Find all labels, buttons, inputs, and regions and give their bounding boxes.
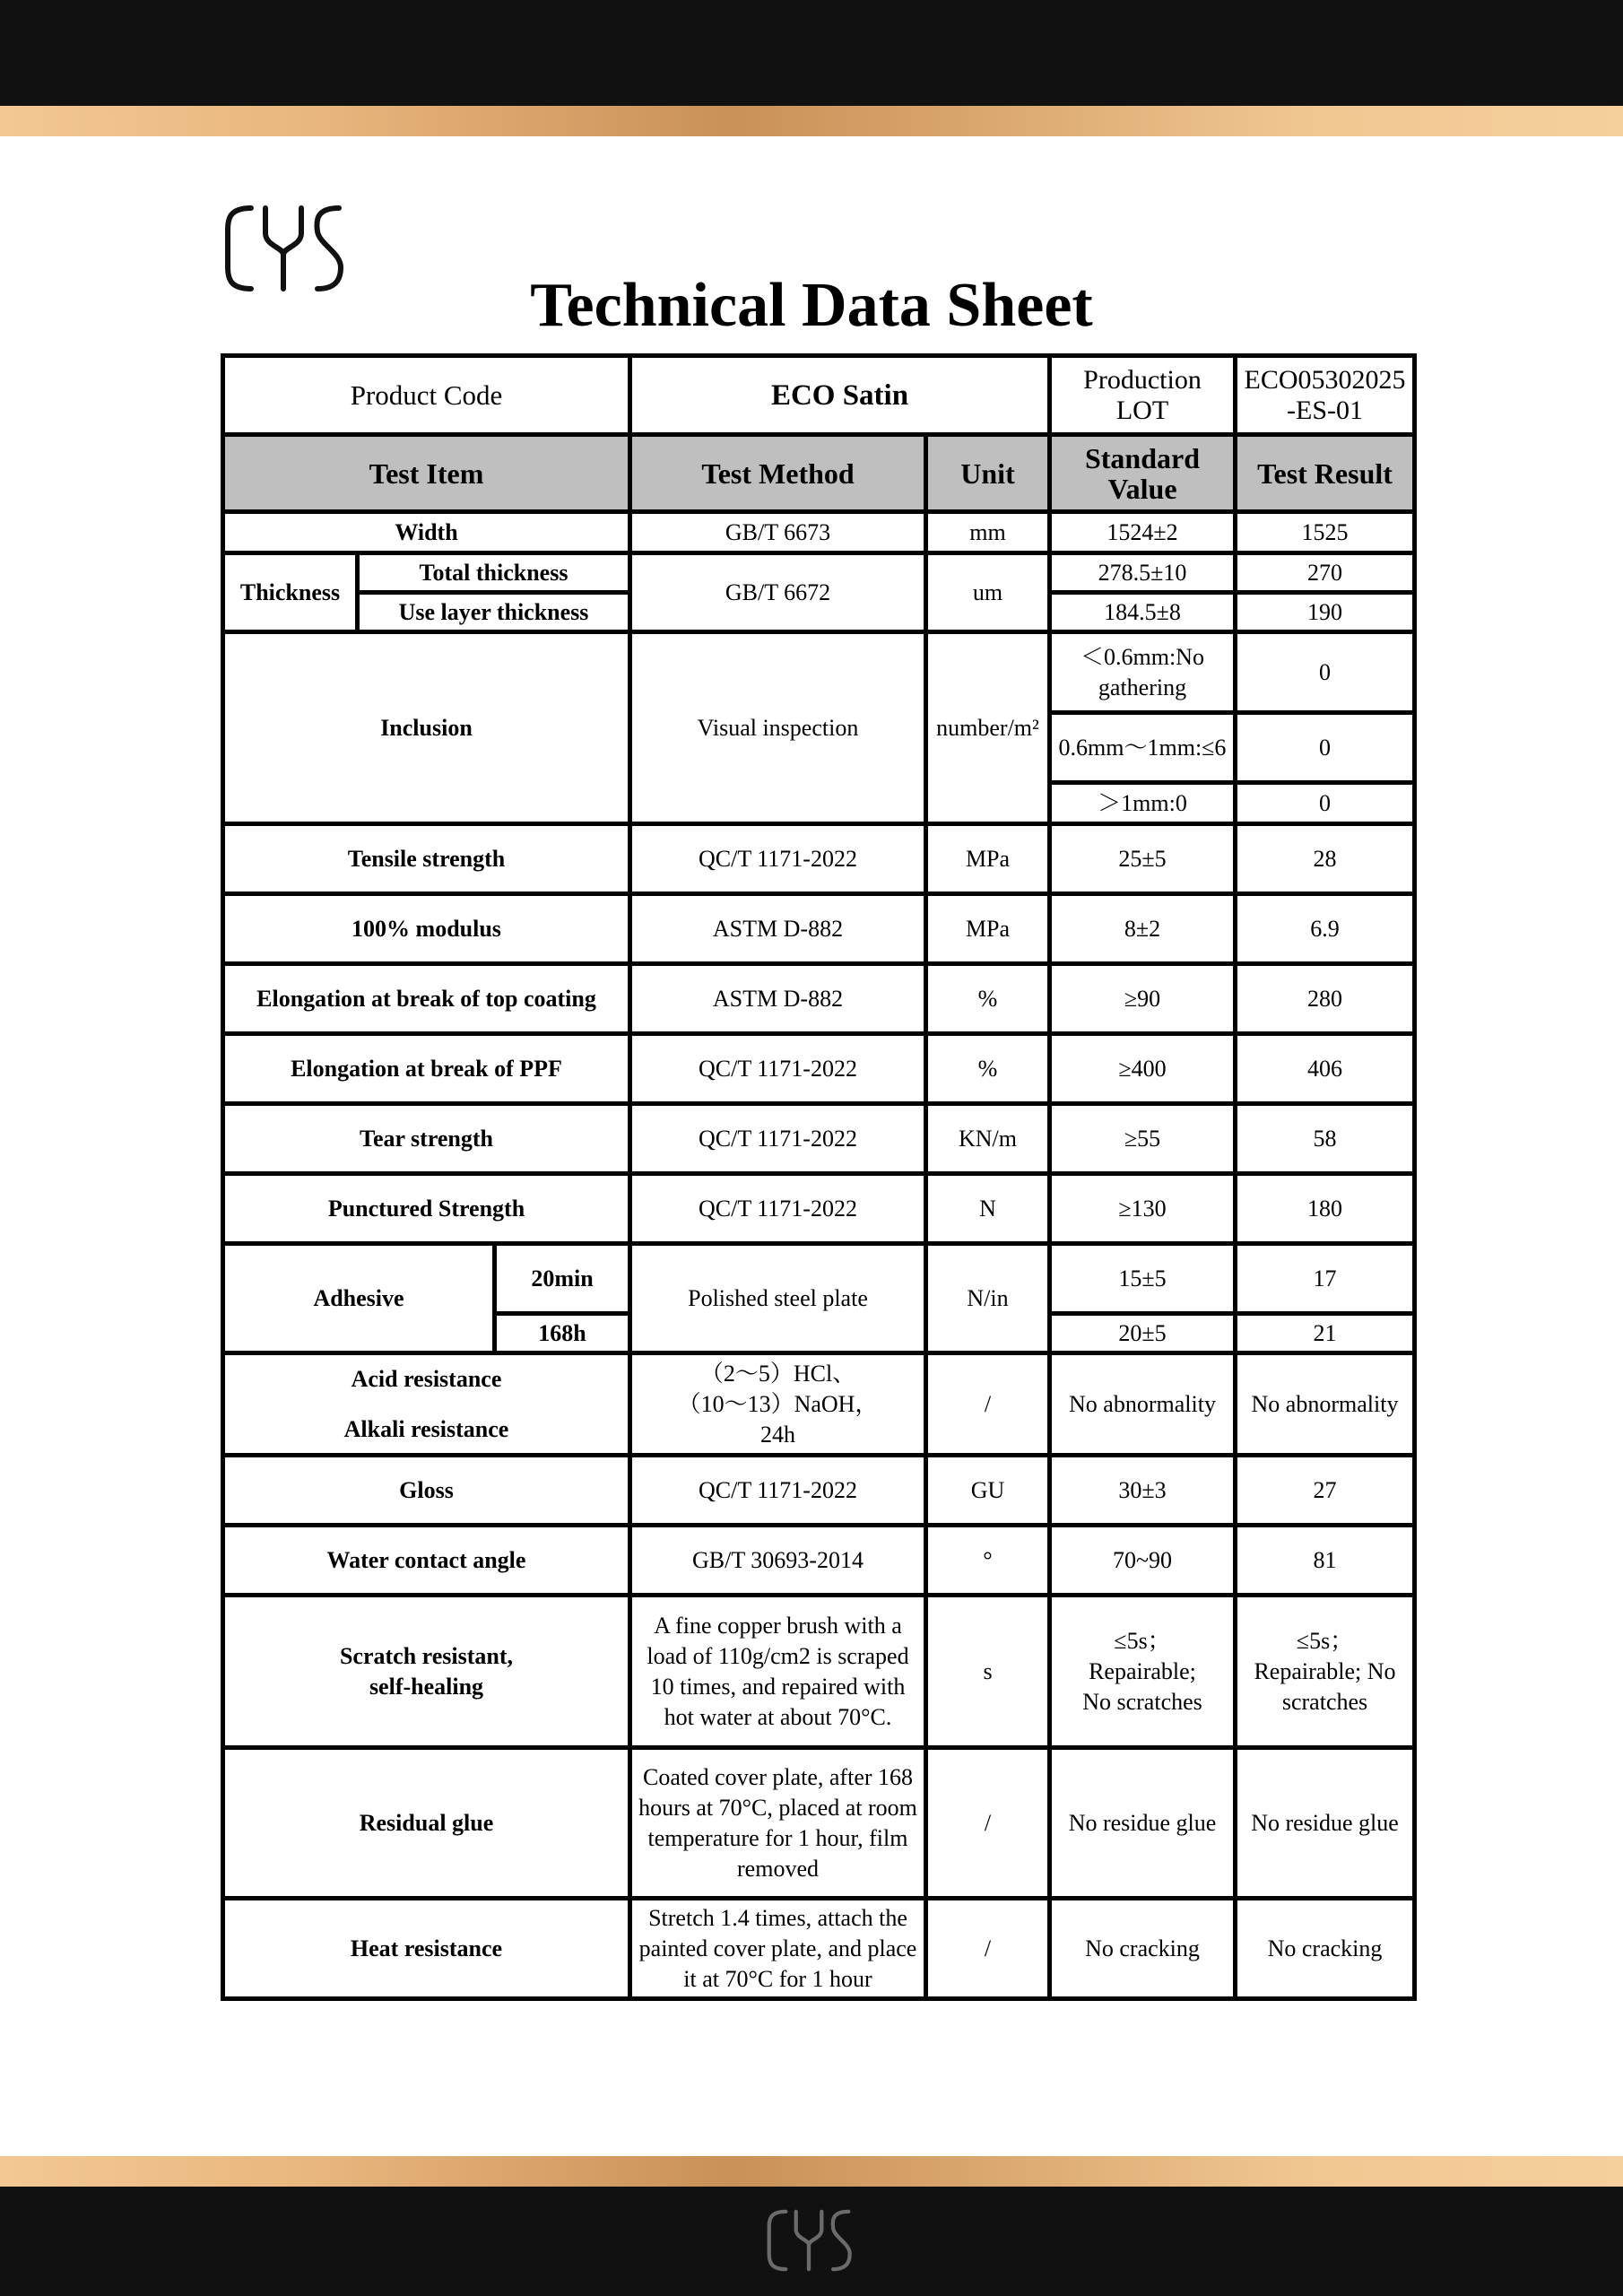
table-row bbox=[223, 553, 1415, 593]
production-lot-value: ECO05302025-ES-01 bbox=[1236, 356, 1415, 435]
unit-scratch: s bbox=[926, 1596, 1050, 1748]
standard-inclusion-large: ＞1mm:0 bbox=[1050, 783, 1236, 824]
standard-elong-ppf: ≥400 bbox=[1050, 1034, 1236, 1104]
table-row bbox=[223, 1899, 1415, 1999]
standard-elong-top: ≥90 bbox=[1050, 964, 1236, 1034]
unit-thickness: um bbox=[926, 553, 1050, 632]
method-acid-line: （2～5）HCl、 bbox=[699, 1360, 856, 1387]
item-width: Width bbox=[223, 512, 630, 553]
item-water-angle: Water contact angle bbox=[223, 1526, 630, 1596]
result-heat: No cracking bbox=[1236, 1899, 1415, 1999]
table-row bbox=[223, 1244, 1415, 1314]
col-standard-value: Standard Value bbox=[1050, 435, 1236, 512]
unit-elong-top: % bbox=[926, 964, 1050, 1034]
standard-scratch-line3: No scratches bbox=[1082, 1688, 1202, 1715]
standard-scratch-line2: Repairable; bbox=[1089, 1657, 1196, 1684]
standard-inclusion-small: ＜0.6mm:No gathering bbox=[1050, 632, 1236, 713]
result-elong-top: 280 bbox=[1236, 964, 1415, 1034]
standard-adhesive-168h: 20±5 bbox=[1050, 1314, 1236, 1353]
result-inclusion-small: 0 bbox=[1236, 632, 1415, 713]
method-thickness: GB/T 6672 bbox=[630, 553, 926, 632]
unit-width: mm bbox=[926, 512, 1050, 553]
item-punctured: Punctured Strength bbox=[223, 1174, 630, 1244]
result-total-thickness: 270 bbox=[1236, 553, 1415, 593]
top-black-band bbox=[0, 0, 1623, 106]
method-elong-top: ASTM D-882 bbox=[630, 964, 926, 1034]
result-punctured: 180 bbox=[1236, 1174, 1415, 1244]
item-tear: Tear strength bbox=[223, 1104, 630, 1174]
unit-tear: KN/m bbox=[926, 1104, 1050, 1174]
item-modulus: 100% modulus bbox=[223, 894, 630, 964]
method-inclusion: Visual inspection bbox=[630, 632, 926, 824]
unit-acid-alkali: / bbox=[926, 1353, 1050, 1456]
method-tensile: QC/T 1171-2022 bbox=[630, 824, 926, 894]
item-scratch bbox=[223, 1596, 630, 1748]
col-test-method: Test Method bbox=[630, 435, 926, 512]
result-elong-ppf: 406 bbox=[1236, 1034, 1415, 1104]
item-thickness: Thickness bbox=[223, 553, 358, 632]
standard-use-layer: 184.5±8 bbox=[1050, 593, 1236, 632]
table-row bbox=[223, 1748, 1415, 1899]
unit-punctured: N bbox=[926, 1174, 1050, 1244]
product-code-row bbox=[223, 356, 1415, 435]
unit-heat: / bbox=[926, 1899, 1050, 1999]
standard-scratch-line1: ≤5s； bbox=[1114, 1627, 1171, 1654]
column-header-row bbox=[223, 435, 1415, 512]
table-row bbox=[223, 1104, 1415, 1174]
table-row bbox=[223, 894, 1415, 964]
result-water-angle: 81 bbox=[1236, 1526, 1415, 1596]
unit-water-angle: ° bbox=[926, 1526, 1050, 1596]
result-width: 1525 bbox=[1236, 512, 1415, 553]
table-row bbox=[223, 1353, 1415, 1456]
result-residual: No residue glue bbox=[1236, 1748, 1415, 1899]
item-scratch-line2: self-healing bbox=[369, 1673, 484, 1700]
item-elong-top: Elongation at break of top coating bbox=[223, 964, 630, 1034]
product-code-label: Product Code bbox=[223, 356, 630, 435]
item-acid: Acid resistance bbox=[351, 1365, 502, 1392]
bottom-gold-stripe bbox=[0, 2156, 1623, 2187]
technical-data-table bbox=[221, 353, 1417, 2001]
item-scratch-line1: Scratch resistant, bbox=[339, 1642, 514, 1669]
item-adhesive-168h: 168h bbox=[495, 1314, 630, 1353]
page-title: Technical Data Sheet bbox=[530, 271, 1093, 340]
unit-residual: / bbox=[926, 1748, 1050, 1899]
col-unit: Unit bbox=[926, 435, 1050, 512]
standard-modulus: 8±2 bbox=[1050, 894, 1236, 964]
item-residual: Residual glue bbox=[223, 1748, 630, 1899]
table-row bbox=[223, 512, 1415, 553]
table-row bbox=[223, 1034, 1415, 1104]
item-total-thickness: Total thickness bbox=[358, 553, 630, 593]
method-scratch: A fine copper brush with a load of 110g/cm2 is scraped 10 times, and repaired with hot water at about 70°C. bbox=[630, 1596, 926, 1748]
result-acid-alkali: No abnormality bbox=[1236, 1353, 1415, 1456]
method-elong-ppf: QC/T 1171-2022 bbox=[630, 1034, 926, 1104]
standard-heat: No cracking bbox=[1050, 1899, 1236, 1999]
item-inclusion: Inclusion bbox=[223, 632, 630, 824]
result-adhesive-20min: 17 bbox=[1236, 1244, 1415, 1314]
item-elong-ppf: Elongation at break of PPF bbox=[223, 1034, 630, 1104]
result-scratch-line2: Repairable; No scratches bbox=[1254, 1657, 1396, 1715]
unit-elong-ppf: % bbox=[926, 1034, 1050, 1104]
method-tear: QC/T 1171-2022 bbox=[630, 1104, 926, 1174]
table-row bbox=[223, 1174, 1415, 1244]
result-inclusion-medium: 0 bbox=[1236, 713, 1415, 783]
production-lot-label: Production LOT bbox=[1050, 356, 1236, 435]
method-water-angle: GB/T 30693-2014 bbox=[630, 1526, 926, 1596]
standard-width: 1524±2 bbox=[1050, 512, 1236, 553]
table-row bbox=[223, 632, 1415, 713]
table-row bbox=[223, 1596, 1415, 1748]
product-code-value: ECO Satin bbox=[630, 356, 1050, 435]
standard-gloss: 30±3 bbox=[1050, 1456, 1236, 1526]
method-punctured: QC/T 1171-2022 bbox=[630, 1174, 926, 1244]
item-heat: Heat resistance bbox=[223, 1899, 630, 1999]
table-row bbox=[223, 964, 1415, 1034]
cys-footer-logo bbox=[764, 2201, 854, 2280]
unit-modulus: MPa bbox=[926, 894, 1050, 964]
standard-residual: No residue glue bbox=[1050, 1748, 1236, 1899]
item-adhesive: Adhesive bbox=[223, 1244, 495, 1353]
method-width: GB/T 6673 bbox=[630, 512, 926, 553]
standard-acid-alkali: No abnormality bbox=[1050, 1353, 1236, 1456]
standard-adhesive-20min: 15±5 bbox=[1050, 1244, 1236, 1314]
col-test-result: Test Result bbox=[1236, 435, 1415, 512]
item-use-layer-thickness: Use layer thickness bbox=[358, 593, 630, 632]
result-scratch-line1: ≤5s； bbox=[1296, 1627, 1354, 1654]
item-adhesive-20min: 20min bbox=[495, 1244, 630, 1314]
item-tensile: Tensile strength bbox=[223, 824, 630, 894]
method-residual: Coated cover plate, after 168 hours at 70°C, placed at room temperature for 1 hour, film removed bbox=[630, 1748, 926, 1899]
result-tear: 58 bbox=[1236, 1104, 1415, 1174]
table-row bbox=[223, 1456, 1415, 1526]
col-test-item: Test Item bbox=[223, 435, 630, 512]
standard-punctured: ≥130 bbox=[1050, 1174, 1236, 1244]
method-heat: Stretch 1.4 times, attach the painted cover plate, and place it at 70°C for 1 hour bbox=[630, 1899, 926, 1999]
result-use-layer: 190 bbox=[1236, 593, 1415, 632]
unit-tensile: MPa bbox=[926, 824, 1050, 894]
standard-tear: ≥55 bbox=[1050, 1104, 1236, 1174]
standard-tensile: 25±5 bbox=[1050, 824, 1236, 894]
top-gold-stripe bbox=[0, 106, 1623, 136]
result-scratch bbox=[1236, 1596, 1415, 1748]
result-modulus: 6.9 bbox=[1236, 894, 1415, 964]
item-alkali: Alkali resistance bbox=[343, 1415, 509, 1442]
result-gloss: 27 bbox=[1236, 1456, 1415, 1526]
method-alkali-line: （10～13）NaOH， bbox=[677, 1390, 879, 1417]
result-inclusion-large: 0 bbox=[1236, 783, 1415, 824]
method-acid-alkali bbox=[630, 1353, 926, 1456]
unit-adhesive: N/in bbox=[926, 1244, 1050, 1353]
result-tensile: 28 bbox=[1236, 824, 1415, 894]
standard-inclusion-medium: 0.6mm～1mm:≤6 bbox=[1050, 713, 1236, 783]
standard-total-thickness: 278.5±10 bbox=[1050, 553, 1236, 593]
method-adhesive: Polished steel plate bbox=[630, 1244, 926, 1353]
result-adhesive-168h: 21 bbox=[1236, 1314, 1415, 1353]
standard-scratch bbox=[1050, 1596, 1236, 1748]
unit-gloss: GU bbox=[926, 1456, 1050, 1526]
item-acid-alkali bbox=[223, 1353, 630, 1456]
unit-inclusion: number/m² bbox=[926, 632, 1050, 824]
table-row bbox=[223, 1526, 1415, 1596]
method-gloss: QC/T 1171-2022 bbox=[630, 1456, 926, 1526]
standard-water-angle: 70~90 bbox=[1050, 1526, 1236, 1596]
method-modulus: ASTM D-882 bbox=[630, 894, 926, 964]
method-duration-line: 24h bbox=[760, 1421, 795, 1448]
item-gloss: Gloss bbox=[223, 1456, 630, 1526]
table-row bbox=[223, 824, 1415, 894]
